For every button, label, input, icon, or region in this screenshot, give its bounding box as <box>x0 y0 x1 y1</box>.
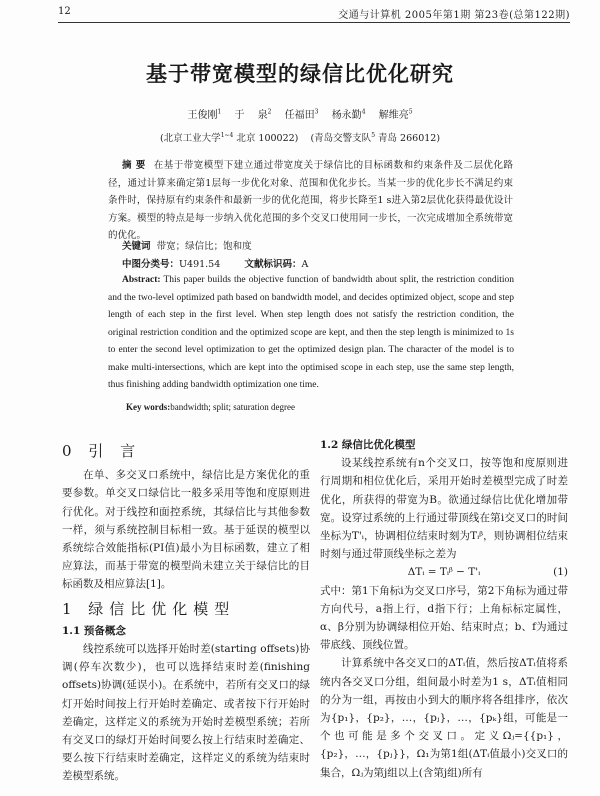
affiliations: (北京工业大学$^{1\sim 4}$ 北京 100022) (青岛交警支队$^5$ 青岛 266012) <box>159 131 441 144</box>
author-list <box>0 106 600 121</box>
grouping-paragraph: 计算系统中各交叉口的ΔTᵢ值，然后按ΔTᵢ值将系统内各交叉口分组，组间最小时差为1 s，ΔTᵢ值相同的分为一组，再按由小到大的顺序将各组排序，依次为{p₁}，{p₂}，…，{pⱼ}，…，{pₖ}组，可能是一个也可能是多个交叉口。定义Ωⱼ={{p₁}，{p₂}，…，{pⱼ}}，Ω₁为第1组(ΔTᵢ值最小)交叉口的集合，Ωⱼ为第j组以上(含第j组)所有 <box>320 657 568 779</box>
paper-title: 基于带宽模型的绿信比优化研究 <box>146 61 454 86</box>
abstract-english: Abstract: This paper builds the objective function of bandwidth about split, the restriction condition and the two-level optimized path based on bandwidth model, and decides optimized object, scope and step length of each step in the first level. When step length does not satisfy the restriction condition, the original restriction condition and the optimized scope are kept, and then the step length is minimized to 1s to enter the second level optimization to get the optimized design plan. The character of the model is to make multi-intersections, which are kept into the optimised scope in each step, use the same step length, thus finishing adding bandwidth optimization one time. <box>108 275 514 390</box>
page-number: 12 <box>58 6 71 17</box>
section-1-2-heading: 1.2 绿信比优化模型 <box>320 439 416 451</box>
left-column <box>62 442 310 786</box>
equation-number: (1) <box>553 566 568 579</box>
section-1-2-paragraph: 设某线控系统有n个交叉口，按等饱和度原则进行周期和相位优化后，采用开始时差模型完成了时差优化，所获得的带宽为B。欲通过绿信比优化增加带宽。设穿过系统的上行通过带顶线在第i交叉口的时间坐标为T'ᵢ，协调相位结束时刻为Tᵢᵝ，则协调相位结束时刻与通过带顶线坐标之差为 <box>320 457 568 561</box>
author: 王俊刚$^1$ <box>187 108 222 121</box>
right-column <box>320 436 568 782</box>
author: 任福田$^3$ <box>284 108 319 121</box>
intro-paragraph: 在单、多交叉口系统中，绿信比是方案优化的重要参数。单交叉口绿信比一般多采用等饱和度原则进行优化。对于线控和面控系统，其绿信比与其他参数一样，须与系统控制目标相一致。基于延误的模型以系统综合效能指标(PI值)最小为目标函数，建立了相应算法，而基于带宽的模型尚未建立关于绿信比的目标函数及相应算法[1]。 <box>62 469 310 591</box>
author: 杨永勤$^4$ <box>331 108 366 121</box>
author: 解维亮$^5$ <box>378 108 413 121</box>
journal-info: 交通与计算机 2005年第1期 第23卷(总第122期) <box>338 10 570 21</box>
keywords-chinese: 关键词 带宽；绿信比；饱和度 <box>122 241 252 252</box>
equation-explanation: 式中：第1下角标i为交叉口序号，第2下角标为通过带方向代号，a指上行，d指下行；上角标标定属性，α、β分别为协调绿相位开始、结束时点；b、f为通过带底线、顶线位置。 <box>320 584 568 652</box>
section-0-heading: 0 引 言 <box>62 442 142 460</box>
abstract-chinese: 摘 要 在基于带宽模型下建立通过带宽度关于绿信比的目标函数和约束条件及二层优化路径，通过计算来确定第1层每一步优化对象、范围和优化步长。当某一步的优化步长不满足约束条件时，保持原有约束条件和最新一步的优化范围，将步长降至1 s进入第2层优化获得最优设计方案。模型的特点是每一步纳入优化范围的多个交叉口使用同一步长，一次完成增加全系统带宽的优化。 <box>108 160 513 241</box>
section-1-1-heading: 1.1 预备概念 <box>62 624 126 637</box>
section-1-1-paragraph: 线控系统可以选择开始时差(starting offsets)协调(停车次数少)，也可以选择结束时差(finishing offsets)协调(延误小)。在系统中，若所有交叉口的绿灯开始时间按上行开始时差确定、或者按下行开始时差确定，这样定义的系统为开始时差模型系统；若所有交叉口的绿灯开始时间要么按上行结束时差确定、要么按下行结束时差确定，这样定义的系统为结束时差模型系统。 <box>62 643 310 783</box>
running-header <box>58 4 570 22</box>
header-rule <box>58 22 570 23</box>
equation-1: ΔTᵢ = Tᵢᵝ − T'ᵢ (1) <box>320 563 568 581</box>
classification: 中图分类号：U491.54 文献标识码：A <box>122 259 309 270</box>
section-1-heading: 1 绿信比优化模型 <box>62 599 236 618</box>
abstract-label: 摘 要 <box>122 160 146 171</box>
author: 于 泉$^2$ <box>234 108 272 121</box>
keywords-english: Key words:bandwidth; split; saturation degree <box>126 402 295 412</box>
